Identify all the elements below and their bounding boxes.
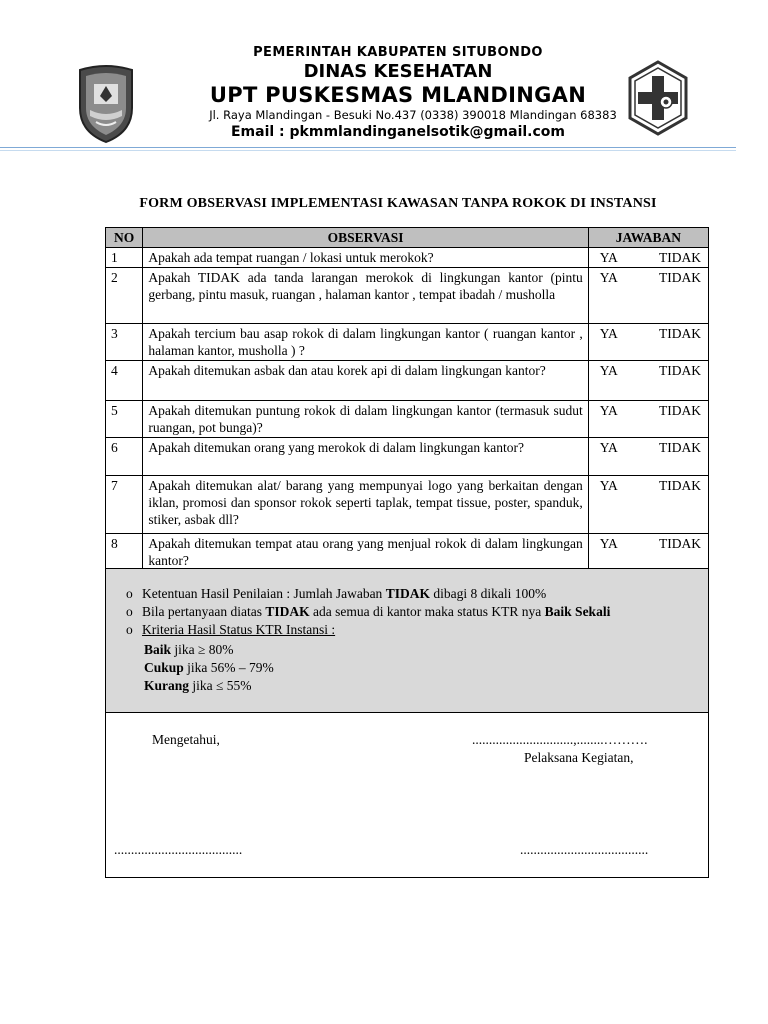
letterhead-address: Jl. Raya Mlandingan - Besuki No.437 (0338) 390018 Mlandingan 68383	[209, 108, 617, 122]
note-scoring-rule: o Ketentuan Hasil Penilaian : Jumlah Jawaban TIDAK dibagi 8 dikali 100%	[126, 586, 547, 601]
row-number: 1	[106, 248, 143, 268]
letterhead-email: Email : pkmmlandinganelsotik@gmail.com	[230, 124, 565, 140]
form-title: FORM OBSERVASI IMPLEMENTASI KAWASAN TANPA ROKOK DI INSTANSI	[139, 196, 657, 211]
answer-options	[594, 269, 703, 286]
acknowledged-label: Mengetahui,	[152, 732, 220, 747]
answer-yes-option[interactable]: YA	[599, 250, 618, 265]
observation-question: Apakah TIDAK ada tanda larangan merokok di lingkungan kantor (pintu gerbang, pintu masuk, ruangan , halaman kantor , tempat ibadah / musholla	[143, 268, 588, 324]
header-observation: OBSERVASI	[143, 228, 588, 248]
table-header-row	[106, 228, 709, 248]
row-number: 5	[106, 401, 143, 438]
left-signature-line[interactable]: ......................................	[114, 842, 243, 857]
note-excellent-rule: o Bila pertanyaan diatas TIDAK ada semua di kantor maka status KTR nya Baik Sekali	[126, 604, 611, 619]
answer-no-option[interactable]: TIDAK	[659, 478, 701, 493]
observation-table	[105, 227, 709, 571]
criteria-poor: Kurang jika ≤ 55%	[144, 678, 252, 693]
table-row	[106, 268, 709, 324]
answer-cell	[588, 248, 708, 268]
row-number: 7	[106, 476, 143, 534]
criteria-good: Baik jika ≥ 80%	[144, 642, 234, 657]
observation-question: Apakah ada tempat ruangan / lokasi untuk merokok?	[143, 248, 588, 268]
answer-options	[594, 325, 703, 342]
answer-yes-option[interactable]: YA	[599, 326, 618, 341]
row-number: 2	[106, 268, 143, 324]
puskesmas-logo-icon	[626, 60, 690, 136]
right-signature-line[interactable]: ......................................	[520, 842, 649, 857]
table-row	[106, 438, 709, 476]
answer-no-option[interactable]: TIDAK	[659, 363, 701, 378]
implementer-label: Pelaksana Kegiatan,	[524, 750, 634, 765]
answer-options	[594, 477, 703, 494]
row-number: 8	[106, 534, 143, 571]
table-row	[106, 534, 709, 571]
row-number: 4	[106, 361, 143, 401]
answer-cell	[588, 324, 708, 361]
table-row	[106, 401, 709, 438]
answer-no-option[interactable]: TIDAK	[659, 536, 701, 551]
answer-cell	[588, 401, 708, 438]
observation-question: Apakah ditemukan orang yang merokok di dalam lingkungan kantor?	[143, 438, 588, 476]
answer-options	[594, 402, 703, 419]
header-no: NO	[106, 228, 143, 248]
answer-yes-option[interactable]: YA	[599, 440, 618, 455]
answer-no-option[interactable]: TIDAK	[659, 250, 701, 265]
answer-no-option[interactable]: TIDAK	[659, 440, 701, 455]
row-number: 3	[106, 324, 143, 361]
answer-cell	[588, 361, 708, 401]
answer-options	[594, 362, 703, 379]
answer-cell	[588, 476, 708, 534]
observation-question: Apakah ditemukan tempat atau orang yang menjual rokok di dalam lingkungan kantor?	[143, 534, 588, 571]
place-date-field[interactable]: ..............................,........……….	[472, 732, 648, 747]
answer-yes-option[interactable]: YA	[599, 536, 618, 551]
answer-cell	[588, 534, 708, 571]
criteria-fair: Cukup jika 56% – 79%	[144, 660, 274, 675]
letterhead	[0, 0, 768, 150]
observation-question: Apakah ditemukan puntung rokok di dalam lingkungan kantor (termasuk sudut ruangan, pot bunga)?	[143, 401, 588, 438]
answer-cell	[588, 438, 708, 476]
observation-question: Apakah ditemukan asbak dan atau korek api di dalam lingkungan kantor?	[143, 361, 588, 401]
table-row	[106, 324, 709, 361]
letterhead-institution: UPT PUSKESMAS MLANDINGAN	[209, 83, 587, 107]
note-criteria-heading: o Kriteria Hasil Status KTR Instansi :	[126, 622, 336, 637]
assessment-notes	[105, 568, 709, 713]
table-row	[106, 476, 709, 534]
bullet-icon: o	[126, 604, 133, 619]
answer-options	[594, 249, 703, 266]
answer-cell	[588, 268, 708, 324]
letterhead-government: PEMERINTAH KABUPATEN SITUBONDO	[253, 45, 543, 60]
table-row	[106, 361, 709, 401]
answer-no-option[interactable]: TIDAK	[659, 326, 701, 341]
header-answer: JAWABAN	[588, 228, 708, 248]
bullet-icon: o	[126, 586, 133, 601]
bullet-icon: o	[126, 622, 133, 637]
signature-block	[105, 712, 709, 878]
answer-no-option[interactable]: TIDAK	[659, 403, 701, 418]
letterhead-divider-thin	[0, 150, 736, 151]
answer-yes-option[interactable]: YA	[599, 363, 618, 378]
observation-question: Apakah ditemukan alat/ barang yang mempunyai logo yang berkaitan dengan iklan, promosi dan sponsor rokok seperti taplak, tempat tissue, poster, spanduk, stiker, asbak dll?	[143, 476, 588, 534]
observation-question: Apakah tercium bau asap rokok di dalam lingkungan kantor ( ruangan kantor , halaman kantor, musholla ) ?	[143, 324, 588, 361]
answer-options	[594, 439, 703, 456]
answer-yes-option[interactable]: YA	[599, 478, 618, 493]
row-number: 6	[106, 438, 143, 476]
answer-options	[594, 535, 703, 552]
answer-yes-option[interactable]: YA	[599, 270, 618, 285]
regency-emblem-icon	[74, 64, 138, 144]
table-row	[106, 248, 709, 268]
letterhead-divider	[0, 147, 736, 148]
letterhead-department: DINAS KESEHATAN	[303, 61, 493, 82]
answer-yes-option[interactable]: YA	[599, 403, 618, 418]
answer-no-option[interactable]: TIDAK	[659, 270, 701, 285]
